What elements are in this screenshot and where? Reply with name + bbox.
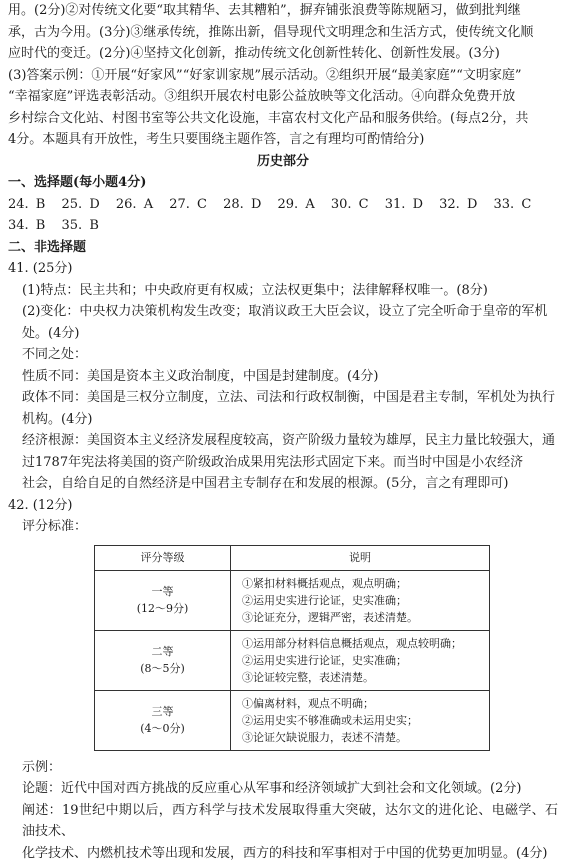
header-description: 说明 xyxy=(231,545,490,570)
criterion-item: ②运用史实不够准确或未运用史实； xyxy=(242,712,489,729)
mc-answer: 29. A xyxy=(278,197,315,212)
answer-line: (1)特点：民主共和；中央政府更有权威；立法权更集中；法律解释权唯一。(8分) xyxy=(22,280,558,302)
grade-range: (8～5分) xyxy=(95,660,230,677)
criterion-item: ③论证充分，逻辑严密，表述清楚。 xyxy=(242,609,489,626)
grade-level: 三等 xyxy=(95,703,230,720)
answer-line: 过1787年宪法将美国的资产阶级政治成果用宪法形式固定下来。而当时中国是小农经济 xyxy=(22,452,558,474)
criterion-item: ③论证较完整，表述清楚。 xyxy=(242,669,489,686)
criteria-label: 评分标准： xyxy=(22,516,558,538)
question-41-body xyxy=(8,280,558,495)
grade-range: (12～9分) xyxy=(95,600,230,617)
grade-description-cell xyxy=(231,630,490,690)
grade-description-cell xyxy=(231,690,490,750)
grade-level-cell xyxy=(95,570,231,630)
answer-line: 社会，自给自足的自然经济是中国君主专制存在和发展的根源。(5分，言之有理即可) xyxy=(22,473,558,495)
example-line: 论题：近代中国对西方挑战的反应重心从军事和经济领域扩大到社会和文化领域。(2分) xyxy=(22,778,558,800)
mc-answer: 26. A xyxy=(116,197,153,212)
mc-answer: 24. B xyxy=(8,197,45,212)
example-line: 阐述：19世纪中期以后，西方科学与技术发展取得重大突破，达尔文的进化论、电磁学、石油技术、 xyxy=(22,800,558,843)
answer-line: 经济根源：美国资本主义经济发展程度较高，资产阶级力量较为雄厚，民主力量比较强大，通 xyxy=(22,430,558,452)
example-line: 化学技术、内燃机技术等出现和发展，西方的科技和军事相对于中国的优势更加明显。(4分) xyxy=(22,843,558,864)
intro-line: “幸福家庭”评选表彰活动。③组织开展农村电影公益放映等文化活动。④向群众免费开放 xyxy=(8,86,558,108)
mc-answer: 30. C xyxy=(331,197,369,212)
intro-line: 乡村综合文化站、村图书室等公共文化设施，丰富农村文化产品和服务供给。(每点2分，共 xyxy=(8,108,558,130)
answer-line: 政体不同：美国是三权分立制度，立法、司法和行政权制衡，中国是君主专制，军机处为执行 xyxy=(22,387,558,409)
mc-answer: 25. D xyxy=(62,197,100,212)
mc-answer: 27. C xyxy=(169,197,207,212)
answer-line: 处。(4分) xyxy=(22,323,558,345)
intro-line: 应时代的变迁。(2分)④坚持文化创新，推动传统文化创新性转化、创新性发展。(3分) xyxy=(8,43,558,65)
grade-row xyxy=(95,690,490,750)
example-section xyxy=(8,757,558,864)
mc-answers xyxy=(8,194,558,237)
question-42-body xyxy=(8,516,558,538)
mc-answer: 32. D xyxy=(439,197,477,212)
criterion-item: ①紧扣材料概括观点，观点明确； xyxy=(242,575,489,592)
grade-row xyxy=(95,570,490,630)
question-number: 42. (12分) xyxy=(8,495,558,517)
mc-answer: 33. C xyxy=(494,197,532,212)
answer-line: 性质不同：美国是资本主义政治制度，中国是封建制度。(4分) xyxy=(22,366,558,388)
section-title: 历史部分 xyxy=(8,151,558,173)
question-42 xyxy=(8,495,558,864)
part2-heading: 二、非选择题 xyxy=(8,237,558,259)
criterion-item: ③论证欠缺说服力，表述不清楚。 xyxy=(242,729,489,746)
grade-range: (4～0分) xyxy=(95,720,230,737)
criterion-item: ①运用部分材料信息概括观点，观点较明确； xyxy=(242,635,489,652)
mc-answer: 34. B xyxy=(8,218,45,233)
mc-answer: 31. D xyxy=(385,197,423,212)
intro-section xyxy=(8,0,558,151)
grading-table-header xyxy=(95,545,490,570)
question-number: 41. (25分) xyxy=(8,258,558,280)
grade-level: 一等 xyxy=(95,583,230,600)
header-grade-level: 评分等级 xyxy=(95,545,231,570)
intro-line: (3)答案示例：①开展“好家风”“好家训家规”展示活动。②组织开展“最美家庭”“文明家庭” xyxy=(8,65,558,87)
intro-line: 用。(2分)②对传统文化要“取其精华、去其糟粕”，摒弃铺张浪费等陈规陋习，做到批判继 xyxy=(8,0,558,22)
grade-level: 二等 xyxy=(95,643,230,660)
answer-line: (2)变化：中央权力决策机构发生改变；取消议政王大臣会议，设立了完全听命于皇帝的军机 xyxy=(22,301,558,323)
mc-answer: 28. D xyxy=(223,197,261,212)
criterion-item: ①偏离材料，观点不明确； xyxy=(242,695,489,712)
answer-line: 不同之处： xyxy=(22,344,558,366)
intro-line: 4分。本题具有开放性，考生只要围绕主题作答，言之有理均可酌情给分) xyxy=(8,129,558,151)
criterion-item: ②运用史实进行论证，史实准确； xyxy=(242,652,489,669)
grade-row xyxy=(95,630,490,690)
example-label: 示例： xyxy=(22,757,558,779)
criterion-item: ②运用史实进行论证，史实准确； xyxy=(242,592,489,609)
question-41 xyxy=(8,258,558,495)
grade-level-cell xyxy=(95,630,231,690)
intro-line: 承，古为今用。(3分)③继承传统，推陈出新，倡导现代文明理念和生活方式，使传统文化顺 xyxy=(8,22,558,44)
answer-line: 机构。(4分) xyxy=(22,409,558,431)
part1-heading: 一、选择题(每小题4分) xyxy=(8,172,558,194)
answer-key-page xyxy=(8,0,558,864)
grade-level-cell xyxy=(95,690,231,750)
mc-answer: 35. B xyxy=(62,218,99,233)
grade-description-cell xyxy=(231,570,490,630)
grading-table xyxy=(94,545,490,751)
